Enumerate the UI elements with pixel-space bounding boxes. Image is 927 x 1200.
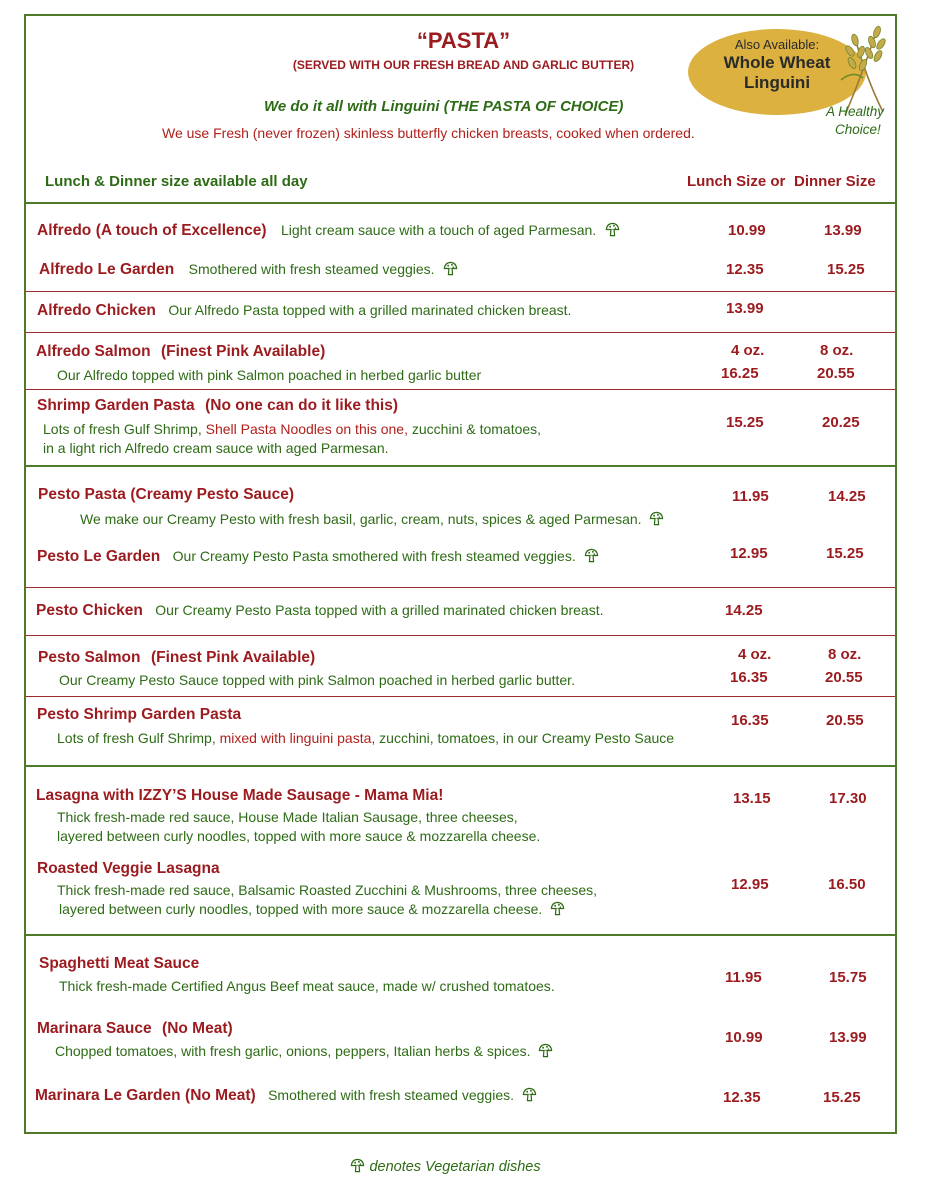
dinner-price: 15.25: [826, 545, 864, 562]
item-divider: [26, 332, 895, 333]
item-description-line2: in a light rich Alfredo cream sauce with aged Parmesan.: [43, 440, 389, 456]
item-description: Thick fresh-made red sauce, House Made Italian Sausage, three cheeses,: [57, 809, 518, 825]
item-description: Light cream sauce with a touch of aged Parmesan.: [280, 222, 597, 238]
lunch-price: 10.99: [725, 1029, 763, 1046]
item-description: Thick fresh-made red sauce, Balsamic Roasted Zucchini & Mushrooms, three cheeses,: [57, 882, 598, 898]
item-description-line2: layered between curly noodles, topped with more sauce & mozzarella cheese.: [57, 828, 541, 844]
menu-item-marinara-sauce: [37, 1020, 233, 1038]
item-description: Thick fresh-made Certified Angus Beef meat sauce, made w/ crushed tomatoes.: [59, 978, 555, 994]
item-description: [57, 730, 674, 746]
lunch-price: 16.25: [721, 365, 759, 382]
item-name: Alfredo Salmon: [36, 343, 151, 360]
badge-line3: Linguini: [743, 73, 811, 92]
mushroom-icon: [649, 511, 664, 526]
healthy-choice-line1: A Healthy: [826, 104, 885, 119]
dinner-price: 15.75: [829, 969, 867, 986]
dinner-price: 20.55: [817, 365, 855, 382]
item-description: [80, 511, 664, 527]
lunch-portion: 4 oz.: [731, 342, 765, 359]
mushroom-icon: [522, 1087, 537, 1102]
item-tagline: (Finest Pink Available): [161, 343, 326, 360]
desc-part: zucchini & tomatoes,: [411, 421, 542, 437]
lunch-price: 12.35: [726, 261, 764, 278]
lunch-price: 16.35: [731, 712, 769, 729]
desc-text: We make our Creamy Pesto with fresh basil, garlic, cream, nuts, spices & aged Parmesan.: [80, 511, 642, 527]
item-divider: [26, 389, 895, 390]
linguini-note: We do it all with Linguini (THE PASTA OF CHOICE): [264, 98, 624, 115]
item-tagline: (No one can do it like this): [205, 397, 398, 414]
mushroom-icon: [584, 548, 599, 563]
dinner-price: 14.25: [828, 488, 866, 505]
item-name: Marinara Le Garden: [35, 1087, 181, 1104]
legend-text: denotes Vegetarian dishes: [369, 1159, 541, 1175]
menu-item-pesto-salmon: [38, 649, 315, 667]
dinner-portion: 8 oz.: [828, 646, 862, 663]
item-description: Our Creamy Pesto Pasta smothered with fresh steamed veggies.: [172, 548, 576, 564]
page-title: “PASTA”: [416, 28, 511, 53]
menu-item-pesto-chicken: [36, 602, 603, 620]
menu-item-pesto-shrimp-garden-pasta: Pesto Shrimp Garden Pasta: [37, 706, 242, 723]
badge-line2: Whole Wheat: [723, 53, 831, 72]
section-divider: [26, 934, 895, 936]
healthy-choice-line2: Choice!: [835, 122, 881, 137]
item-tagline: (Creamy Pesto Sauce): [130, 486, 295, 503]
desc-highlight: Shell Pasta Noodles on this one,: [205, 421, 408, 437]
item-name: Marinara Sauce: [37, 1020, 152, 1037]
mushroom-icon: [350, 1158, 365, 1173]
item-description: Our Alfredo topped with pink Salmon poached in herbed garlic butter: [57, 367, 482, 383]
menu-item-shrimp-garden-pasta: [37, 397, 398, 415]
item-divider: [26, 291, 895, 292]
item-divider: [26, 696, 895, 697]
item-name: Alfredo: [37, 222, 92, 239]
item-name: Pesto Chicken: [36, 602, 143, 619]
item-description: [43, 421, 541, 437]
page-subtitle: (SERVED WITH OUR FRESH BREAD AND GARLIC BUTTER): [292, 58, 635, 72]
lunch-price: 14.25: [725, 602, 763, 619]
chicken-note: We use Fresh (never frozen) skinless butterfly chicken breasts, cooked when ordered.: [162, 125, 695, 141]
menu-item-alfredo-chicken: [37, 302, 571, 320]
dinner-price: 20.25: [822, 414, 860, 431]
item-description: Our Creamy Pesto Sauce topped with pink Salmon poached in herbed garlic butter.: [59, 672, 575, 688]
desc-text: Chopped tomatoes, with fresh garlic, onions, peppers, Italian herbs & spices.: [55, 1043, 531, 1059]
item-description-line2: [59, 901, 565, 917]
dinner-price: 20.55: [825, 669, 863, 686]
desc-part: zucchini, tomatoes, in our Creamy Pesto Sauce: [379, 730, 675, 746]
mushroom-icon: [443, 261, 458, 276]
desc-part: Lots of fresh Gulf Shrimp,: [57, 730, 216, 746]
item-name: Pesto Pasta: [38, 486, 126, 503]
menu-item-alfredo: [37, 222, 620, 240]
lunch-price: 11.95: [732, 488, 769, 505]
lunch-price: 12.35: [723, 1089, 761, 1106]
dinner-price: 13.99: [824, 222, 862, 239]
lunch-portion: 4 oz.: [738, 646, 772, 663]
lunch-price: 12.95: [731, 876, 769, 893]
vegetarian-legend: [350, 1158, 541, 1176]
menu-item-marinara-le-garden: [35, 1087, 537, 1105]
menu-item-alfredo-salmon: [36, 343, 325, 361]
item-description: Our Creamy Pesto Pasta topped with a grilled marinated chicken breast.: [155, 602, 604, 618]
dinner-price: 15.25: [823, 1089, 861, 1106]
desc-part: Lots of fresh Gulf Shrimp,: [43, 421, 202, 437]
item-tagline: (Finest Pink Available): [150, 649, 316, 666]
menu-item-pesto-le-garden: [37, 548, 599, 566]
lunch-price: 16.35: [730, 669, 768, 686]
item-tagline: (No Meat): [162, 1020, 233, 1037]
item-name: Pesto Le Garden: [37, 548, 161, 565]
item-divider: [26, 587, 895, 588]
item-tagline: (No Meat): [185, 1087, 256, 1104]
desc-text: layered between curly noodles, topped with more sauce & mozzarella cheese.: [59, 901, 543, 917]
lunch-price: 13.99: [726, 300, 764, 317]
lunch-size-header: Lunch Size or: [687, 173, 786, 190]
mushroom-icon: [550, 901, 565, 916]
item-tagline: (A touch of Excellence): [95, 222, 267, 239]
menu-item-alfredo-le-garden: [39, 261, 458, 279]
item-name: Alfredo Le Garden: [39, 261, 175, 278]
section-divider: [26, 465, 895, 467]
lunch-price: 10.99: [728, 222, 766, 239]
item-description: Our Alfredo Pasta topped with a grilled marinated chicken breast.: [168, 302, 572, 318]
lunch-price: 15.25: [726, 414, 764, 431]
menu-item-lasagna: Lasagna with IZZY’S House Made Sausage - Mama Mia!: [36, 787, 444, 804]
menu-item-roasted-veggie-lasagna: Roasted Veggie Lasagna: [37, 860, 220, 877]
badge-line1: Also Available:: [734, 37, 820, 52]
item-name: Shrimp Garden Pasta: [37, 397, 195, 414]
mushroom-icon: [538, 1043, 553, 1058]
dinner-size-header: Dinner Size: [794, 173, 876, 190]
item-description: Smothered with fresh steamed veggies.: [188, 261, 435, 277]
item-name: Alfredo Chicken: [37, 302, 156, 319]
dinner-portion: 8 oz.: [820, 342, 854, 359]
item-description: Smothered with fresh steamed veggies.: [268, 1087, 514, 1103]
lunch-price: 11.95: [725, 969, 762, 986]
item-divider: [26, 635, 895, 636]
mushroom-icon: [605, 222, 620, 237]
dinner-price: 13.99: [829, 1029, 867, 1046]
dinner-price: 20.55: [826, 712, 864, 729]
desc-highlight: mixed with linguini pasta,: [219, 730, 376, 746]
dinner-price: 16.50: [828, 876, 866, 893]
item-description: [55, 1043, 553, 1059]
section-divider: [26, 765, 895, 767]
lunch-price: 12.95: [730, 545, 768, 562]
dinner-price: 15.25: [827, 261, 865, 278]
size-availability-note: Lunch & Dinner size available all day: [45, 173, 308, 190]
section-divider: [26, 202, 895, 204]
menu-item-spaghetti-meat-sauce: Spaghetti Meat Sauce: [39, 955, 200, 972]
dinner-price: 17.30: [829, 790, 867, 807]
menu-item-pesto-pasta: [38, 486, 294, 504]
lunch-price: 13.15: [733, 790, 771, 807]
item-name: Pesto Salmon: [38, 649, 141, 666]
